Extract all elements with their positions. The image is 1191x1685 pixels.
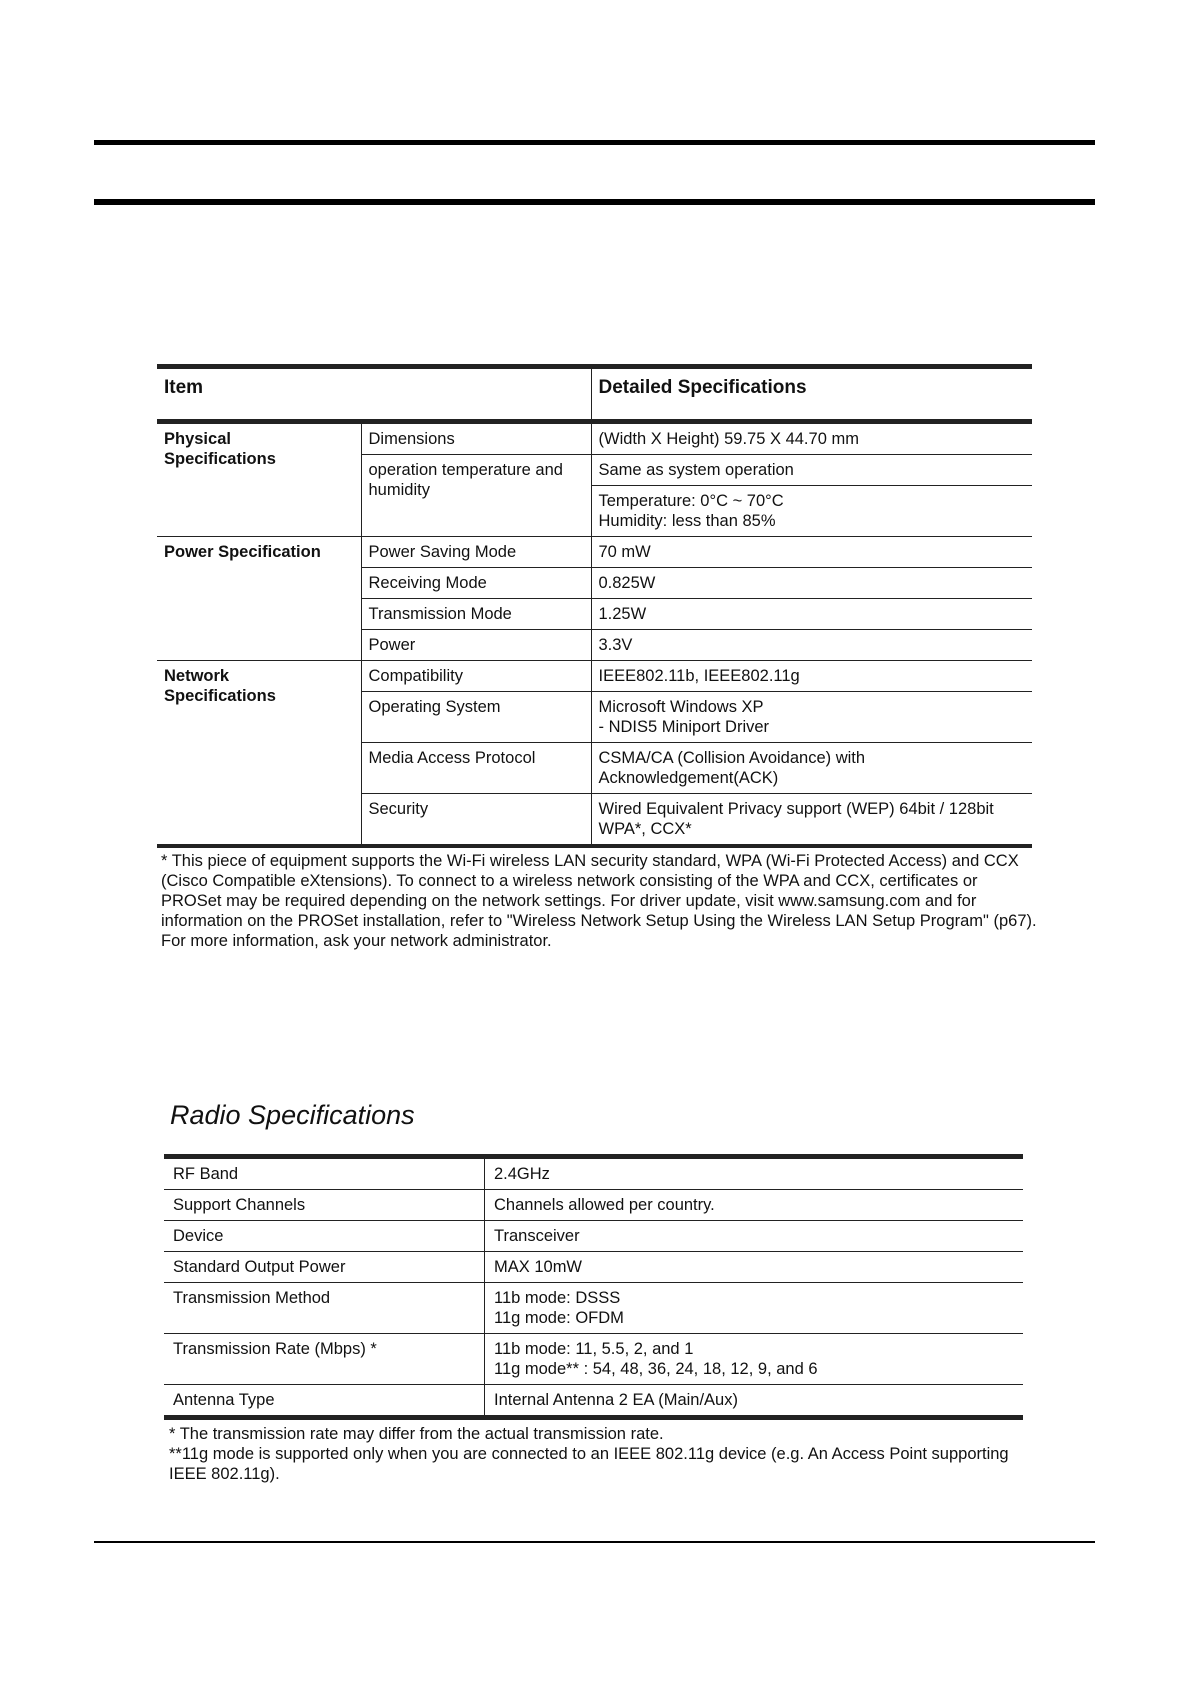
item-compatibility: Compatibility	[361, 661, 591, 692]
value-power-saving: 70 mW	[591, 537, 1032, 568]
header-detail: Detailed Specifications	[598, 377, 807, 398]
radio-value: Channels allowed per country.	[485, 1190, 1024, 1221]
item-dimensions: Dimensions	[361, 422, 591, 455]
radio-value: Internal Antenna 2 EA (Main/Aux)	[485, 1385, 1024, 1418]
table-row	[164, 1334, 1023, 1385]
radio-value: MAX 10mW	[485, 1252, 1024, 1283]
table-row	[164, 1221, 1023, 1252]
header-rule-top	[94, 140, 1095, 145]
value-power: 3.3V	[591, 630, 1032, 661]
radio-value: 11b mode: 11, 5.5, 2, and 1 11g mode** : 54, 48, 36, 24, 18, 12, 9, and 6	[485, 1334, 1024, 1385]
radio-item: Transmission Method	[164, 1283, 485, 1334]
item-os: Operating System	[361, 692, 591, 743]
footnote-wpa: * This piece of equipment supports the Wi-Fi wireless LAN security standard, WPA (Wi-Fi Protected Access) and CCX (Cisco Compatible eXtensions). To connect to a wireless network consisting of the WPA and CCX, certificates or PROSet may be required depending on the network settings. For driver update, visit www.samsung.com and for information on the PROSet installation, refer to "Wireless Network Setup Using the Wireless LAN Setup Program" (p67). For more information, ask your network administrator.	[161, 852, 1037, 950]
group-physical: Physical Specifications	[157, 422, 361, 537]
item-temperature-humidity: operation temperature and humidity	[361, 455, 591, 537]
table-row	[157, 422, 1032, 455]
footnote-11g: **11g mode is supported only when you are connected to an IEEE 802.11g device (e.g. An Access Point supporting IEEE 802.11g).	[169, 1445, 1009, 1483]
table-row	[164, 1385, 1023, 1418]
table-row	[157, 661, 1032, 692]
item-security: Security	[361, 794, 591, 847]
radio-item: Transmission Rate (Mbps) *	[164, 1334, 485, 1385]
group-network: Network Specifications	[157, 661, 361, 847]
table-row	[164, 1190, 1023, 1221]
radio-table	[164, 1154, 1023, 1420]
item-map: Media Access Protocol	[361, 743, 591, 794]
group-power: Power Specification	[157, 537, 361, 661]
value-transmission: 1.25W	[591, 599, 1032, 630]
value-map: CSMA/CA (Collision Avoidance) with Acknowledgement(ACK)	[591, 743, 1032, 794]
item-transmission: Transmission Mode	[361, 599, 591, 630]
spec-table	[157, 364, 1032, 848]
footer-rule	[94, 1541, 1095, 1543]
radio-value: 11b mode: DSSS 11g mode: OFDM	[485, 1283, 1024, 1334]
radio-item: Device	[164, 1221, 485, 1252]
table-row	[164, 1252, 1023, 1283]
value-receiving: 0.825W	[591, 568, 1032, 599]
value-security: Wired Equivalent Privacy support (WEP) 64bit / 128bit WPA*, CCX*	[591, 794, 1032, 847]
value-os: Microsoft Windows XP - NDIS5 Miniport Driver	[591, 692, 1032, 743]
radio-footnotes	[169, 1424, 1029, 1484]
footnote-rate: * The transmission rate may differ from the actual transmission rate.	[169, 1425, 664, 1443]
radio-title: Radio Specifications	[170, 1100, 415, 1130]
radio-value: Transceiver	[485, 1221, 1024, 1252]
spec-table-header	[157, 367, 1032, 422]
item-receiving: Receiving Mode	[361, 568, 591, 599]
item-power: Power	[361, 630, 591, 661]
value-temperature: Temperature: 0°C ~ 70°C Humidity: less than 85%	[591, 486, 1032, 537]
table-row	[164, 1157, 1023, 1190]
radio-item: RF Band	[164, 1157, 485, 1190]
table-row	[164, 1283, 1023, 1334]
radio-item: Support Channels	[164, 1190, 485, 1221]
header-rule-bottom	[94, 199, 1095, 205]
radio-item: Antenna Type	[164, 1385, 485, 1418]
header-item: Item	[157, 367, 591, 422]
radio-item: Standard Output Power	[164, 1252, 485, 1283]
value-operation: Same as system operation	[591, 455, 1032, 486]
value-dimensions: (Width X Height) 59.75 X 44.70 mm	[591, 422, 1032, 455]
table-row	[157, 537, 1032, 568]
radio-value: 2.4GHz	[485, 1157, 1024, 1190]
item-power-saving: Power Saving Mode	[361, 537, 591, 568]
value-compatibility: IEEE802.11b, IEEE802.11g	[591, 661, 1032, 692]
